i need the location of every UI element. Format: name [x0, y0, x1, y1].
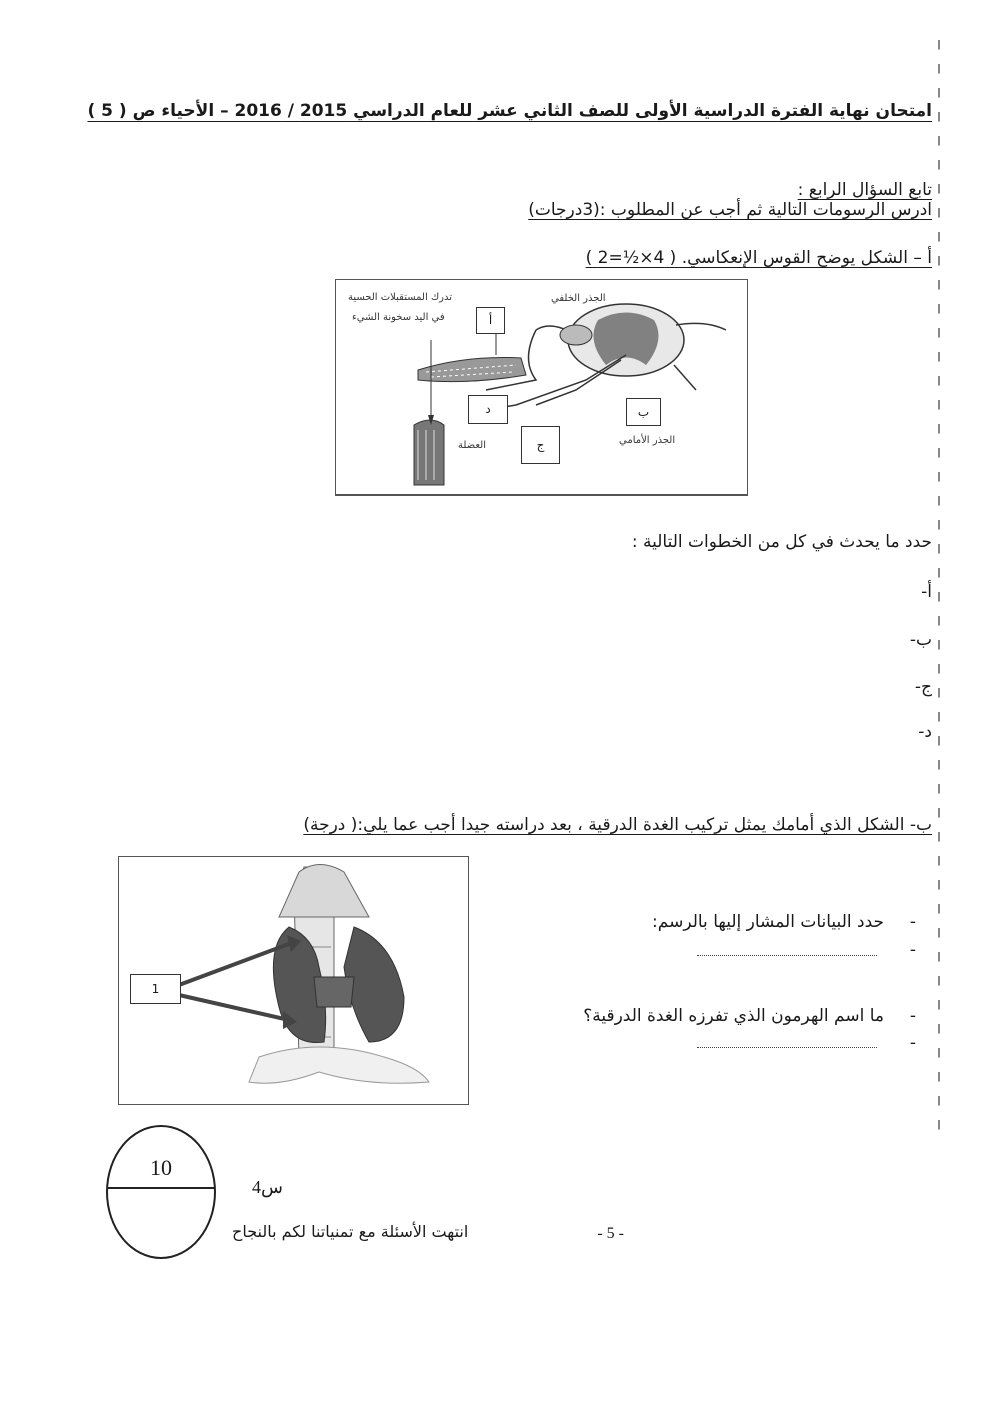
page-number: - 5 - [597, 1225, 624, 1242]
figure-box-c: ج [521, 426, 560, 464]
closing-text: انتهت الأسئلة مع تمنياتنا لكم بالنجاح [232, 1222, 469, 1241]
figure-box-d: د [468, 395, 508, 424]
page-header: امتحان نهاية الفترة الدراسية الأولى للصف الثاني عشر للعام الدراسي 2015 / 2016 – الأحياء ص ( 5 ) [87, 101, 932, 121]
answer-label-d: د- [918, 722, 932, 742]
answer-line-q1[interactable] [697, 955, 877, 956]
score-divider [108, 1187, 214, 1189]
part-a-title: أ – الشكل يوضح القوس الإنعكاسي. ( 4×½=2 ) [585, 248, 932, 268]
part-b-question-1: حدد البيانات المشار إليها بالرسم: [652, 912, 884, 932]
answer-label-b: ب- [909, 630, 932, 650]
ventral-root-label: الجذر الأمامي [619, 435, 676, 446]
receptors-label-2: في اليد سخونة الشيء [352, 312, 445, 323]
part-b-title: ب- الشكل الذي أمامك يمثل تركيب الغدة الدرقية ، بعد دراسته جيدا أجب عما يلي:( درجة) [303, 815, 932, 835]
bullet-q2: - [909, 1006, 916, 1026]
margin-dash-marks [938, 40, 940, 1140]
section-title: تابع السؤال الرابع : [797, 180, 932, 200]
figure-box-b: ب [626, 398, 661, 426]
thyroid-figure-box: 1 [130, 974, 181, 1004]
dorsal-root-label: الجذر الخلفي [551, 293, 606, 304]
score-total: 10 [150, 1155, 172, 1180]
question-number: س4 [252, 1177, 283, 1197]
answer-label-a: أ- [921, 582, 932, 602]
thyroid-figure [118, 856, 469, 1105]
reflex-arc-figure [335, 279, 748, 496]
muscle-label: العضلة [458, 440, 486, 451]
instruction: ادرس الرسومات التالية ثم أجب عن المطلوب :(3درجات) [528, 200, 932, 220]
bullet-q2-answer: - [909, 1033, 916, 1053]
answer-line-q2[interactable] [697, 1047, 877, 1048]
answer-label-c: ج- [914, 677, 932, 697]
part-b-question-2: ما اسم الهرمون الذي تفرزه الغدة الدرقية؟ [583, 1006, 884, 1026]
bullet-q1: - [909, 912, 916, 932]
part-a-question: حدد ما يحدث في كل من الخطوات التالية : [631, 532, 932, 552]
score-circle [106, 1125, 216, 1259]
figure-box-a: أ [476, 307, 505, 334]
receptors-label: تدرك المستقبلات الحسية [348, 292, 453, 303]
bullet-q1-answer: - [909, 940, 916, 960]
